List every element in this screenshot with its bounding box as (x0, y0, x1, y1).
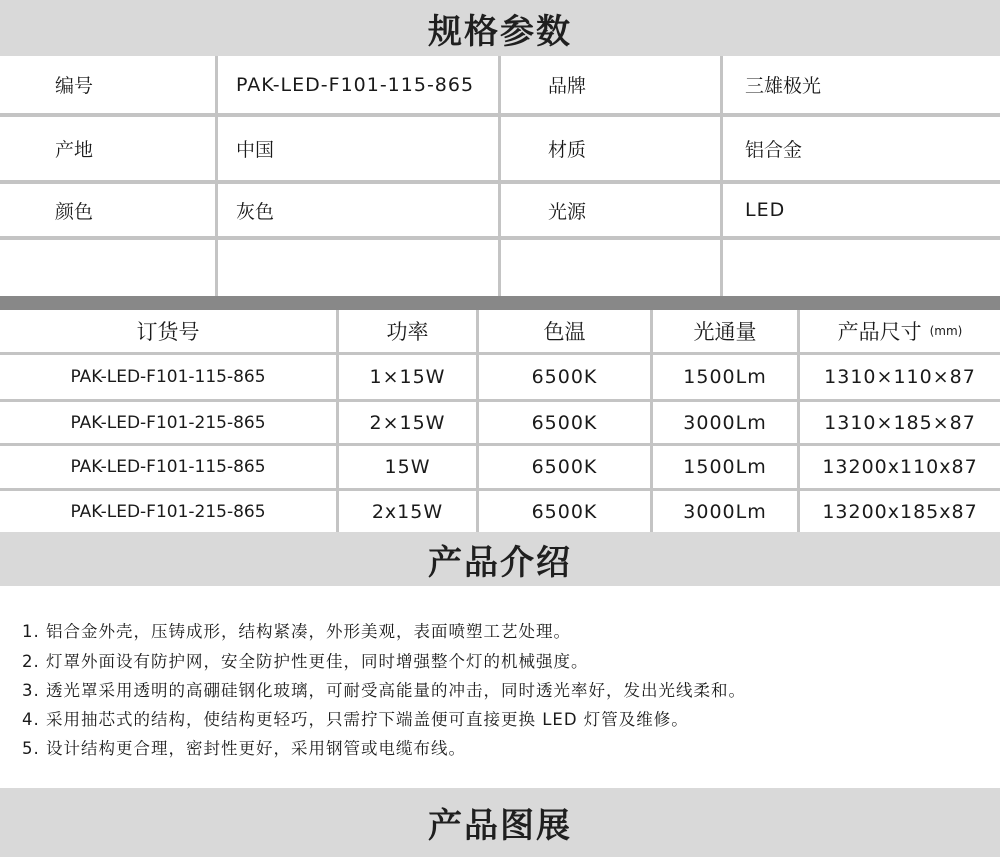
spec-label-light-source: 光源 (548, 200, 587, 223)
order-header-code: 订货号 (136, 320, 200, 344)
order-header-power: 功率 (386, 320, 429, 344)
order-row-1-code: PAK-LED-F101-115-865 (70, 367, 266, 387)
order-row-1-luminous-flux: 1500Lm (683, 366, 767, 388)
spec-label-material: 材质 (548, 139, 587, 161)
table-separator-bar (0, 296, 1000, 310)
order-row-2-code: PAK-LED-F101-215-865 (70, 412, 266, 433)
order-row-4-luminous-flux: 3000Lm (683, 500, 767, 523)
spec-value-code: PAK-LED-F101-115-865 (236, 73, 475, 96)
order-row-4-color-temp: 6500K (531, 500, 598, 523)
intro-item: 2. 灯罩外面设有防护网，安全防护性更佳，同时增强整个灯的机械强度。 (22, 652, 589, 671)
order-row-2-size: 1310×185×87 (824, 411, 976, 434)
order-header-color-temp: 色温 (543, 320, 586, 344)
order-header-size (800, 310, 1000, 352)
order-row-4-size: 13200x185x87 (822, 500, 978, 523)
spec-col-divider (720, 56, 723, 296)
order-row-3-luminous-flux: 1500Lm (683, 456, 767, 478)
intro-item: 3. 透光罩采用透明的高硼硅钢化玻璃，可耐受高能量的冲击，同时透光率好，发出光线柔和。 (22, 681, 746, 700)
spec-col-divider (498, 56, 501, 296)
order-header-size-unit: (mm) (929, 324, 963, 338)
intro-item: 1. 铝合金外壳，压铸成形，结构紧凑，外形美观，表面喷塑工艺处理。 (22, 622, 571, 641)
order-header-size-label: 产品尺寸 (837, 320, 922, 344)
order-row-3-color-temp: 6500K (531, 456, 598, 478)
order-row-2-color-temp: 6500K (531, 411, 598, 434)
spec-label-brand: 品牌 (548, 75, 587, 97)
order-row-4-power: 2x15W (371, 500, 444, 523)
order-row-3-size: 13200x110x87 (822, 456, 978, 478)
intro-item: 5. 设计结构更合理，密封性更好，采用钢管或电缆布线。 (22, 739, 466, 758)
order-row-1-size: 1310×110×87 (824, 366, 976, 388)
order-row-2-luminous-flux: 3000Lm (683, 411, 767, 434)
intro-section-title: 产品介绍 (0, 532, 1000, 586)
order-row-1-power: 1×15W (369, 366, 446, 388)
order-row-3-code: PAK-LED-F101-115-865 (70, 457, 266, 477)
spec-section-title: 规格参数 (0, 0, 1000, 56)
intro-item: 4. 采用抽芯式的结构，使结构更轻巧，只需拧下端盖便可直接更换 LED 灯管及维修。 (22, 710, 689, 729)
spec-label-code: 编号 (55, 75, 94, 97)
spec-label-color: 颜色 (55, 200, 94, 223)
gallery-section-title: 产品图展 (0, 788, 1000, 857)
order-row-3-power: 15W (384, 456, 431, 478)
spec-value-color: 灰色 (236, 200, 275, 223)
order-row-2-power: 2×15W (369, 411, 446, 434)
spec-value-origin: 中国 (236, 139, 275, 161)
order-header-luminous-flux: 光通量 (693, 320, 757, 344)
spec-value-light-source: LED (745, 199, 786, 221)
spec-value-brand: 三雄极光 (745, 75, 822, 97)
spec-label-origin: 产地 (55, 139, 94, 161)
spec-value-material: 铝合金 (745, 139, 803, 161)
order-row-1-color-temp: 6500K (531, 366, 598, 388)
order-row-4-code: PAK-LED-F101-215-865 (70, 501, 266, 522)
